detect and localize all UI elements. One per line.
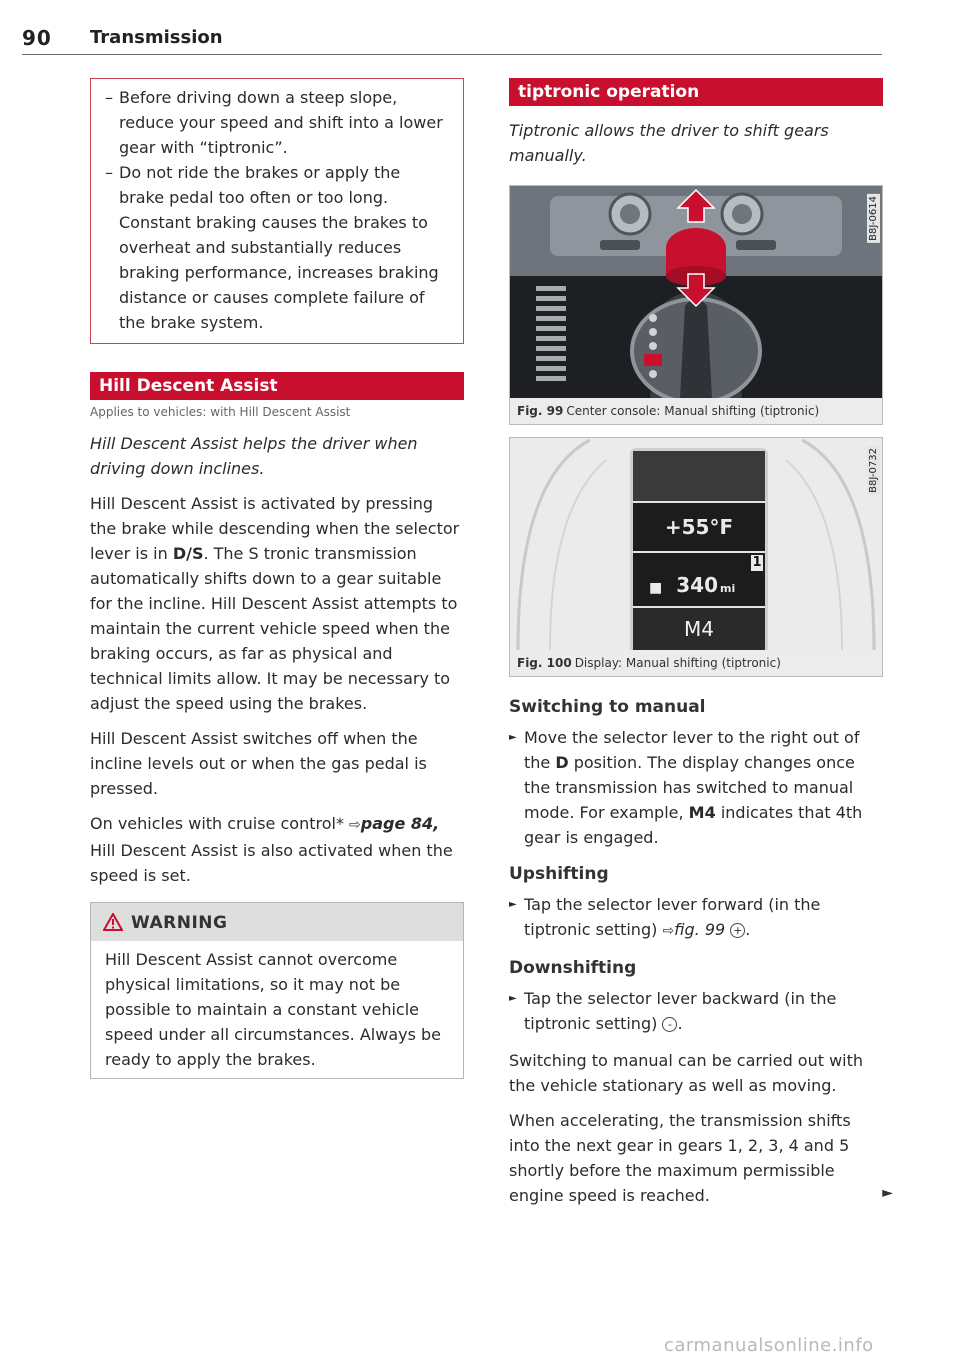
gear-indicator-box: 1 xyxy=(752,555,762,570)
hda-paragraph-1 xyxy=(90,491,464,716)
watermark: carmanualsonline.info xyxy=(664,1335,874,1356)
heading-switching-to-manual: Switching to manual xyxy=(509,697,706,717)
minus-callout-icon: - xyxy=(662,1017,677,1032)
list-item: – Before driving down a steep slope, reduce your speed and shift into a lower gear with “tiptronic”. xyxy=(105,85,449,160)
gear-label: M4 xyxy=(688,803,716,822)
figure-code: B8J-0614 xyxy=(868,196,879,241)
plus-callout-icon: + xyxy=(730,923,745,938)
range-readout xyxy=(649,573,735,597)
page-reference-link[interactable]: page 84, xyxy=(360,814,440,833)
range-unit: mi xyxy=(719,582,736,595)
hda-paragraph-2: Hill Descent Assist switches off when the incline levels out or when the gas pedal is pressed. xyxy=(90,729,427,798)
center-console-illustration xyxy=(510,186,882,398)
figure-100 xyxy=(509,437,883,677)
heading-upshifting: Upshifting xyxy=(509,864,609,884)
right-column xyxy=(509,78,893,1208)
text-run: Hill Descent Assist is activated by pressing the brake while descending when the selector lever is in xyxy=(90,494,460,563)
text-run: position. The display changes once the transmission has switched to manual mode. For example, xyxy=(524,753,855,822)
text-run: . xyxy=(745,920,751,939)
text-run: On vehicles with cruise control* xyxy=(90,814,350,833)
left-column xyxy=(90,78,464,1079)
range-value: 340 xyxy=(676,573,718,597)
text-run: Hill Descent Assist is also activated when the speed is set. xyxy=(90,841,453,885)
paragraph-accelerating xyxy=(509,1108,893,1208)
warning-continuation-list xyxy=(105,85,449,335)
section-title-hill-descent-assist: Hill Descent Assist xyxy=(90,372,464,400)
display-screen xyxy=(630,448,768,650)
downshift-step xyxy=(509,986,883,1036)
reference-arrow-icon: ⇨ xyxy=(349,817,361,833)
figure-label: Fig. 100 xyxy=(517,656,572,670)
figure-caption xyxy=(510,398,882,424)
caption-text: Display: Manual shifting (tiptronic) xyxy=(574,656,781,670)
warning-triangle-icon xyxy=(103,913,123,931)
upshift-step xyxy=(509,892,883,944)
chapter-title: Transmission xyxy=(90,27,223,48)
warning-continuation-box xyxy=(90,78,464,344)
text-run: Tap the selector lever forward (in the tiptronic setting) xyxy=(524,895,821,939)
selector-position: D xyxy=(555,753,569,772)
gear-display: M4 xyxy=(684,617,714,641)
figure-label: Fig. 99 xyxy=(517,404,564,418)
hda-paragraph-3 xyxy=(90,811,464,888)
text-run: Tap the selector lever backward (in the tiptronic setting) xyxy=(524,989,837,1033)
caption-text: Center console: Manual shifting (tiptronic) xyxy=(566,404,820,418)
continued-arrow-icon: ► xyxy=(882,1185,893,1201)
text-run: . xyxy=(677,1014,683,1033)
fuel-pump-icon: ■ xyxy=(649,580,663,596)
switching-step xyxy=(509,725,883,850)
page-number: 90 xyxy=(22,26,52,50)
text-run: indicates that 4th gear is engaged. xyxy=(524,803,863,847)
applies-to-note: Applies to vehicles: with Hill Descent Assist xyxy=(90,405,351,419)
heading-downshifting: Downshifting xyxy=(509,958,637,978)
paragraph-stationary: Switching to manual can be carried out with the vehicle stationary as well as moving. xyxy=(509,1051,864,1095)
tiptronic-intro: Tiptronic allows the driver to shift gears manually. xyxy=(509,121,829,165)
figure-reference-link[interactable]: fig. 99 xyxy=(674,920,726,939)
temperature-readout: +55°F xyxy=(664,515,734,539)
reference-arrow-icon: ⇨ xyxy=(662,923,675,939)
instrument-display-illustration xyxy=(510,438,882,650)
warning-text: Hill Descent Assist cannot overcome physical limitations, so it may not be possible to maintain a constant vehicle speed under all circumstances. Always be ready to apply the brakes. xyxy=(105,950,442,1069)
section-title-tiptronic: tiptronic operation xyxy=(509,78,883,106)
figure-99 xyxy=(509,185,883,425)
text-run: . The S tronic transmission automatically shifts down to a gear suitable for the incline. Hill Descent Assist attempts to maintain the current vehicle speed when the braking occurs, as far as physical and technical limits allow. It may be necessary to adjust the speed using the brakes. xyxy=(90,544,458,713)
page-header xyxy=(22,24,882,55)
hda-intro: Hill Descent Assist helps the driver when driving down inclines. xyxy=(90,434,418,478)
text-run: When accelerating, the transmission shifts into the next gear in gears 1, 2, 3, 4 and 5 shortly before the maximum permissible engine speed is reached. xyxy=(509,1111,851,1205)
selector-position: D/S xyxy=(172,544,204,563)
list-item: – Do not ride the brakes or apply the brake pedal too often or too long. Constant braking causes the brakes to overheat and substantially reduces braking performance, increases braking distance or causes complete failure of the brake system. xyxy=(105,160,449,335)
warning-box xyxy=(90,902,464,1079)
figure-code: B8J-0732 xyxy=(868,448,879,493)
text-run: Move the selector lever to the right out of the xyxy=(524,728,860,772)
figure-caption xyxy=(510,650,882,676)
warning-header xyxy=(91,903,463,941)
warning-title: WARNING xyxy=(131,913,228,933)
